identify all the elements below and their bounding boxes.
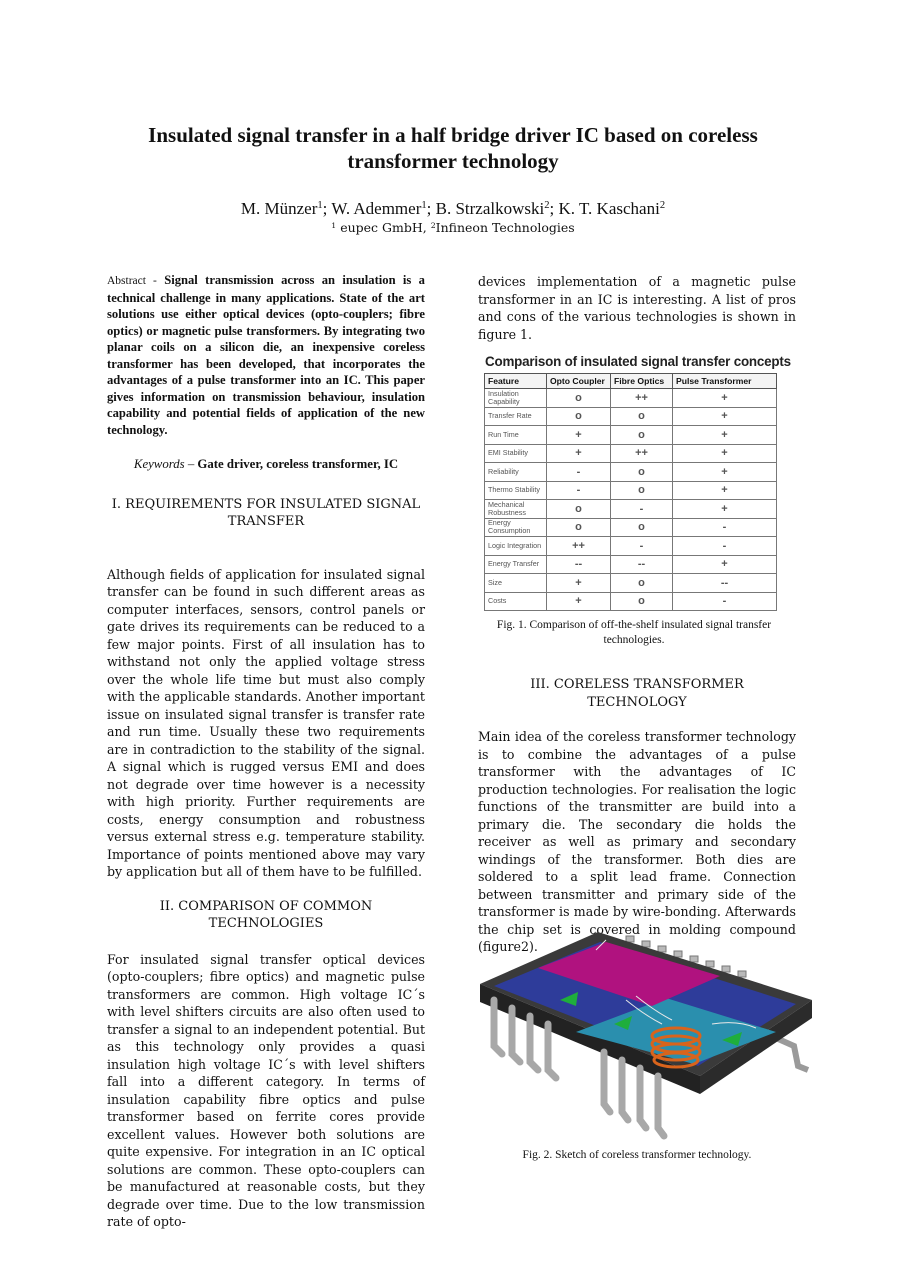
rating-cell: + bbox=[547, 444, 611, 463]
table-row bbox=[485, 426, 777, 445]
rating-cell: o bbox=[547, 389, 611, 408]
rating-cell: - bbox=[673, 518, 777, 537]
author-line: M. Münzer$^1$; W. Ademmer$^1$; B. Strzalkowski$^2$; K. T. Kaschani$^2$ bbox=[240, 199, 666, 218]
heading-line: I. REQUIREMENTS FOR INSULATED SIGNAL bbox=[111, 496, 421, 512]
rating-cell: + bbox=[673, 463, 777, 482]
rating-cell: - bbox=[547, 463, 611, 482]
keywords: Keywords – Gate driver, coreless transformer, IC bbox=[133, 457, 399, 471]
right-column-top bbox=[478, 273, 796, 343]
author-name: B. Strzalkowski bbox=[435, 199, 545, 218]
author-name: K. T. Kaschani bbox=[558, 199, 660, 218]
section2-continued: devices implementation of a magnetic pulse transformer in an IC is interesting. A list of pros and cons of the various technologies is shown in figure 1. bbox=[478, 274, 796, 342]
column-header: Feature bbox=[485, 374, 547, 389]
rating-cell: + bbox=[673, 481, 777, 500]
table-row bbox=[485, 555, 777, 574]
abstract-label: Abstract - bbox=[107, 275, 157, 287]
feature-cell: Run Time bbox=[485, 426, 547, 445]
rating-cell: - bbox=[611, 537, 673, 556]
right-column-bottom bbox=[478, 676, 796, 956]
rating-cell: o bbox=[611, 574, 673, 593]
rating-cell: o bbox=[547, 407, 611, 426]
keywords-label: Keywords bbox=[133, 457, 185, 471]
feature-cell: Energy Transfer bbox=[485, 555, 547, 574]
abstract bbox=[107, 272, 425, 438]
figure-1-caption bbox=[484, 618, 784, 647]
feature-cell: Mechanical Robustness bbox=[485, 500, 547, 519]
section1-body: Although fields of application for insulated signal transfer can be found in such different areas as computer interfaces, sensors, control panels or gate drives its requirements can be reduced to a few major points. First of all insulation has to withstand not only the applied voltage stress over the whole life time but must also comply with the applicable standards. Another important issue on insulated signal transfer is transfer rate and run time. Usually these two requirements are in contradiction to the stability of the signal. A signal which is rugged versus EMI and does not degrade over time however is a necessity with high priority. Further requirements are costs, energy consumption and robustness versus external stress e.g. temperature stability. Importance of points mentioned above may vary by application but all of them have to be fulfilled. bbox=[107, 566, 425, 879]
rating-cell: - bbox=[547, 481, 611, 500]
heading-line: III. CORELESS TRANSFORMER bbox=[530, 677, 744, 692]
table-row bbox=[485, 481, 777, 500]
table-row bbox=[485, 407, 777, 426]
left-column bbox=[107, 272, 425, 1231]
affil-mark: 2 bbox=[430, 220, 436, 230]
table-header-row bbox=[485, 374, 777, 389]
rating-cell: + bbox=[547, 592, 611, 611]
author-name: M. Münzer bbox=[240, 199, 318, 218]
rating-cell: -- bbox=[547, 555, 611, 574]
table-row bbox=[485, 444, 777, 463]
figure-1-title: Comparison of insulated signal transfer concepts bbox=[485, 354, 791, 369]
paper-title: Insulated signal transfer in a half bridge driver IC based on coreless transformer technology bbox=[148, 123, 758, 173]
rating-cell: o bbox=[611, 518, 673, 537]
affiliation-name: eupec GmbH bbox=[340, 220, 423, 235]
rating-cell: ++ bbox=[611, 389, 673, 408]
rating-cell: + bbox=[673, 389, 777, 408]
section2-body: For insulated signal transfer optical devices (opto-couplers; fibre optics) and magnetic pulse transformers are common. High voltage IC´s with level shifters circuits are also often used to transfer a signal to an independent potential. But as this technology only provides a quasi insulation high voltage IC´s with level shifters fall into a different category. In terms of insulation capability fibre optics and pulse transformer based on ferrite cores provide excellent values. However both solutions are quite expensive. For integration in an IC optical solutions are common. These opto-couplers can be manufactured at reasonable costs, but they degrade over time. Due to the low transmission rate of opto- bbox=[107, 951, 425, 1229]
rating-cell: o bbox=[547, 518, 611, 537]
comparison-table-body bbox=[485, 389, 777, 611]
table-row bbox=[485, 500, 777, 519]
column-header: Fibre Optics bbox=[611, 374, 673, 389]
table-row bbox=[485, 592, 777, 611]
figure-1 bbox=[484, 354, 791, 647]
author-affil-mark: 2 bbox=[544, 200, 550, 212]
feature-cell: Insulation Capability bbox=[485, 389, 547, 408]
table-row bbox=[485, 389, 777, 408]
column-header: Opto Coupler bbox=[547, 374, 611, 389]
lead-pin-right bbox=[776, 1038, 808, 1070]
heading-line: TECHNOLOGIES bbox=[208, 916, 324, 931]
author-affil-mark: 2 bbox=[659, 200, 666, 212]
rating-cell: - bbox=[673, 592, 777, 611]
abstract-text: Signal transmission across an insulation is a technical challenge in many applications. State of the art solutions use either optical devices (opto-couplers; fibre optics) or magnetic pulse transformers. By integrating two planar coils on a silicon die, an inexpensive coreless transformer has been developed, that incorporates the advantages of a pulse transformer into an IC. This paper gives information on transmission behaviour, insulation capability and potential fields of application of the new technology. bbox=[107, 273, 425, 437]
feature-cell: EMI Stability bbox=[485, 444, 547, 463]
table-row bbox=[485, 574, 777, 593]
rating-cell: o bbox=[547, 500, 611, 519]
feature-cell: Thermo Stability bbox=[485, 481, 547, 500]
rating-cell: + bbox=[547, 574, 611, 593]
rating-cell: + bbox=[547, 426, 611, 445]
rating-cell: ++ bbox=[611, 444, 673, 463]
rating-cell: + bbox=[673, 407, 777, 426]
figure-2-chip-sketch bbox=[476, 928, 816, 1144]
column-header: Pulse Transformer bbox=[673, 374, 777, 389]
caption-line: technologies. bbox=[603, 633, 665, 646]
rating-cell: o bbox=[611, 407, 673, 426]
rating-cell: + bbox=[673, 500, 777, 519]
heading-line: TECHNOLOGY bbox=[587, 694, 687, 710]
rating-cell: o bbox=[611, 463, 673, 482]
table-row bbox=[485, 537, 777, 556]
rating-cell: o bbox=[611, 426, 673, 445]
section-heading bbox=[478, 676, 796, 711]
author-affil-mark: 1 bbox=[317, 200, 323, 212]
rating-cell: -- bbox=[611, 555, 673, 574]
rating-cell: o bbox=[611, 592, 673, 611]
rating-cell: ++ bbox=[547, 537, 611, 556]
affil-mark: 1 bbox=[331, 220, 337, 230]
heading-line: II. COMPARISON OF COMMON bbox=[159, 898, 373, 914]
author-affil-mark: 1 bbox=[421, 200, 427, 212]
keywords-text: Gate driver, coreless transformer, IC bbox=[197, 457, 399, 471]
section-heading bbox=[107, 496, 425, 531]
affiliation-name: Infineon Technologies bbox=[435, 220, 575, 235]
feature-cell: Costs bbox=[485, 592, 547, 611]
section3-body: Main idea of the coreless transformer technology is to combine the advantages of a pulse transformer with the advantages of IC production technologies. For realisation the logic functions of the transmitter are build into a primary die. The secondary die holds the receiver as well as primary and secondary windings of the transformer. Both dies are soldered to a split lead frame. Connection between transmitter and primary side of the transformer is made by wire-bonding. Afterwards the chip set is covered in molding compound (figure2). bbox=[478, 729, 796, 954]
caption-line: Fig. 1. Comparison of off-the-shelf insulated signal transfer bbox=[496, 619, 772, 631]
affiliation-line: $^1$ eupec GmbH, $^2$Infineon Technologies bbox=[331, 220, 575, 235]
feature-cell: Energy Consumption bbox=[485, 518, 547, 537]
rating-cell: o bbox=[611, 481, 673, 500]
rating-cell: -- bbox=[673, 574, 777, 593]
author-name: W. Ademmer bbox=[331, 199, 422, 218]
rating-cell: + bbox=[673, 444, 777, 463]
table-row bbox=[485, 463, 777, 482]
feature-cell: Transfer Rate bbox=[485, 407, 547, 426]
rating-cell: - bbox=[611, 500, 673, 519]
feature-cell: Reliability bbox=[485, 463, 547, 482]
rating-cell: + bbox=[673, 555, 777, 574]
table-row bbox=[485, 518, 777, 537]
feature-cell: Logic Integration bbox=[485, 537, 547, 556]
rating-cell: + bbox=[673, 426, 777, 445]
figure-2-caption: Fig. 2. Sketch of coreless transformer technology. bbox=[522, 1149, 752, 1161]
feature-cell: Size bbox=[485, 574, 547, 593]
rating-cell: - bbox=[673, 537, 777, 556]
section-heading bbox=[107, 898, 425, 933]
comparison-table bbox=[484, 373, 777, 611]
heading-line: TRANSFER bbox=[227, 514, 305, 529]
